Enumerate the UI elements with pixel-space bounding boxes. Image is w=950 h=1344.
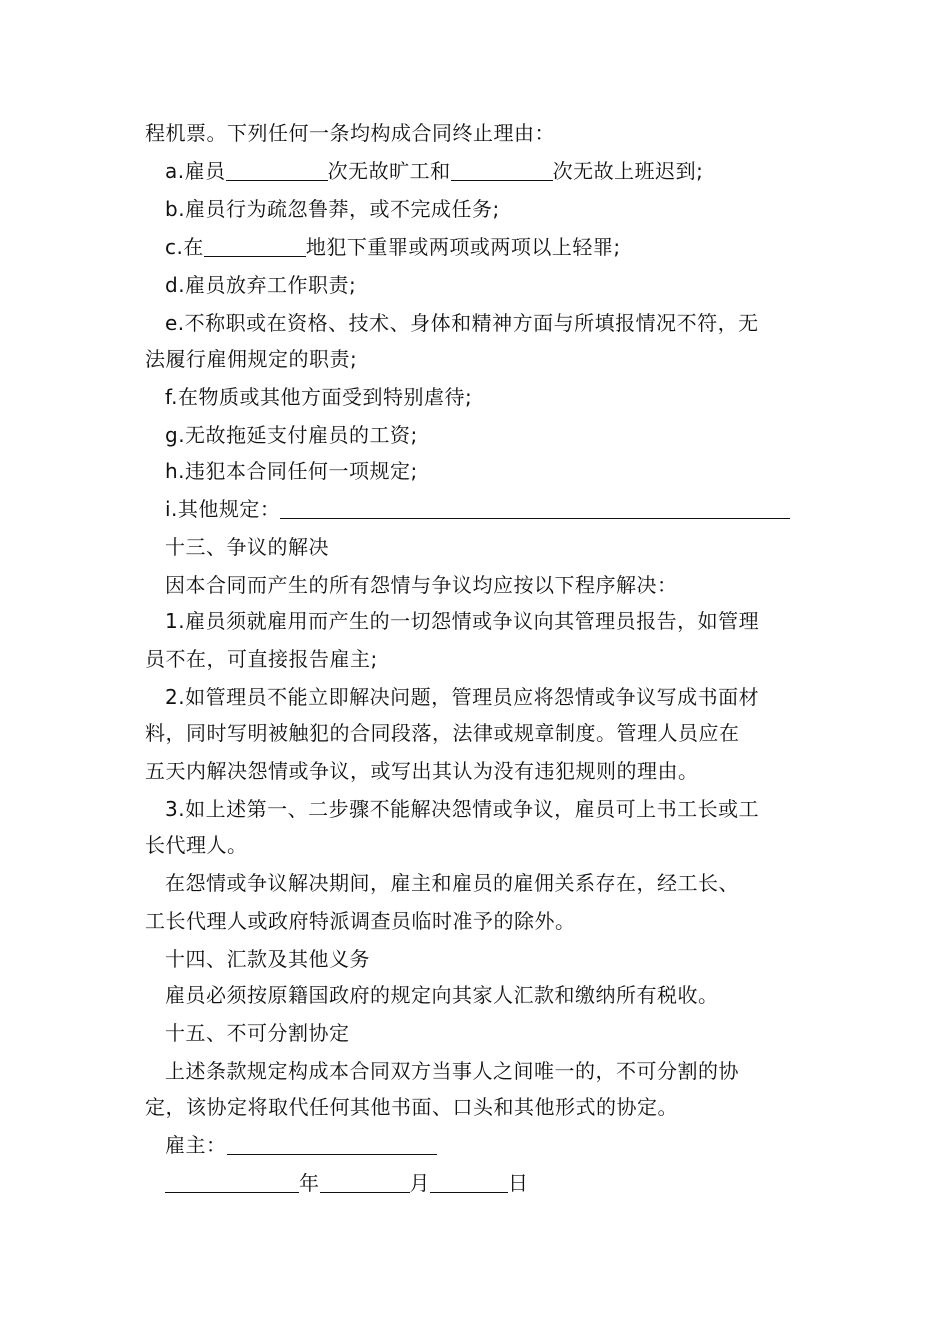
clause-i	[165, 496, 830, 522]
paragraph-line: 工长代理人或政府特派调查员临时准予的除外。	[145, 909, 576, 933]
section-13-heading: 十三、争议的解决	[165, 535, 329, 559]
year-label: 年	[299, 1171, 320, 1195]
clause-h: h.违犯本合同任何一项规定;	[165, 459, 418, 483]
paragraph-line: 在怨情或争议解决期间，雇主和雇员的雇佣关系存在，经工长、	[165, 871, 739, 895]
clause-b: b.雇员行为疏忽鲁莽，或不完成任务;	[165, 197, 500, 221]
year-blank[interactable]	[165, 1170, 299, 1193]
procedure-1: 1.雇员须就雇用而产生的一切怨情或争议向其管理员报告，如管理	[165, 609, 760, 633]
clause-c	[165, 234, 830, 260]
clause-a-label: a.雇员	[165, 159, 226, 183]
month-label: 月	[409, 1171, 430, 1195]
blank-line[interactable]	[226, 158, 328, 181]
clause-i-label: i.其他规定：	[165, 497, 281, 521]
employer-label: 雇主：	[165, 1133, 227, 1157]
paragraph-line: 程机票。下列任何一条均构成合同终止理由：	[145, 121, 555, 145]
employer-signature-blank[interactable]	[227, 1132, 437, 1155]
clause-c-end: 地犯下重罪或两项或两项以上轻罪;	[305, 235, 621, 259]
clause-g: g.无故拖延支付雇员的工资;	[165, 423, 418, 447]
paragraph-line: 上述条款规定构成本合同双方当事人之间唯一的，不可分割的协	[165, 1059, 739, 1083]
procedure-2-continued: 五天内解决怨情或争议，或写出其认为没有违犯规则的理由。	[145, 759, 699, 783]
clause-a	[165, 158, 830, 184]
blank-line[interactable]	[280, 496, 790, 519]
clause-e-continued: 法履行雇佣规定的职责;	[145, 347, 358, 371]
day-label: 日	[508, 1171, 529, 1195]
clause-e: e.不称职或在资格、技术、身体和精神方面与所填报情况不符，无	[165, 311, 759, 335]
procedure-2-continued: 料，同时写明被触犯的合同段落，法律或规章制度。管理人员应在	[145, 721, 740, 745]
section-14-heading: 十四、汇款及其他义务	[165, 947, 370, 971]
clause-f: f.在物质或其他方面受到特别虐待;	[165, 385, 473, 409]
procedure-3-continued: 长代理人。	[145, 833, 248, 857]
month-blank[interactable]	[320, 1170, 410, 1193]
clause-a-end: 次无故上班迟到;	[552, 159, 704, 183]
clause-d: d.雇员放弃工作职责;	[165, 273, 357, 297]
day-blank[interactable]	[430, 1170, 508, 1193]
section-15-heading: 十五、不可分割协定	[165, 1021, 350, 1045]
procedure-2: 2.如管理员不能立即解决问题，管理员应将怨情或争议写成书面材	[165, 685, 760, 709]
procedure-1-continued: 员不在，可直接报告雇主;	[145, 647, 378, 671]
clause-c-label: c.在	[165, 235, 204, 259]
clause-a-middle: 次无故旷工和	[327, 159, 451, 183]
employer-signature-line	[165, 1132, 830, 1158]
blank-line[interactable]	[451, 158, 553, 181]
procedure-3: 3.如上述第一、二步骤不能解决怨情或争议，雇员可上书工长或工	[165, 797, 760, 821]
date-line	[165, 1170, 830, 1196]
paragraph-line: 因本合同而产生的所有怨情与争议均应按以下程序解决：	[165, 573, 678, 597]
paragraph-line: 定，该协定将取代任何其他书面、口头和其他形式的协定。	[145, 1095, 678, 1119]
blank-line[interactable]	[204, 234, 306, 257]
paragraph-line: 雇员必须按原籍国政府的规定向其家人汇款和缴纳所有税收。	[165, 983, 719, 1007]
